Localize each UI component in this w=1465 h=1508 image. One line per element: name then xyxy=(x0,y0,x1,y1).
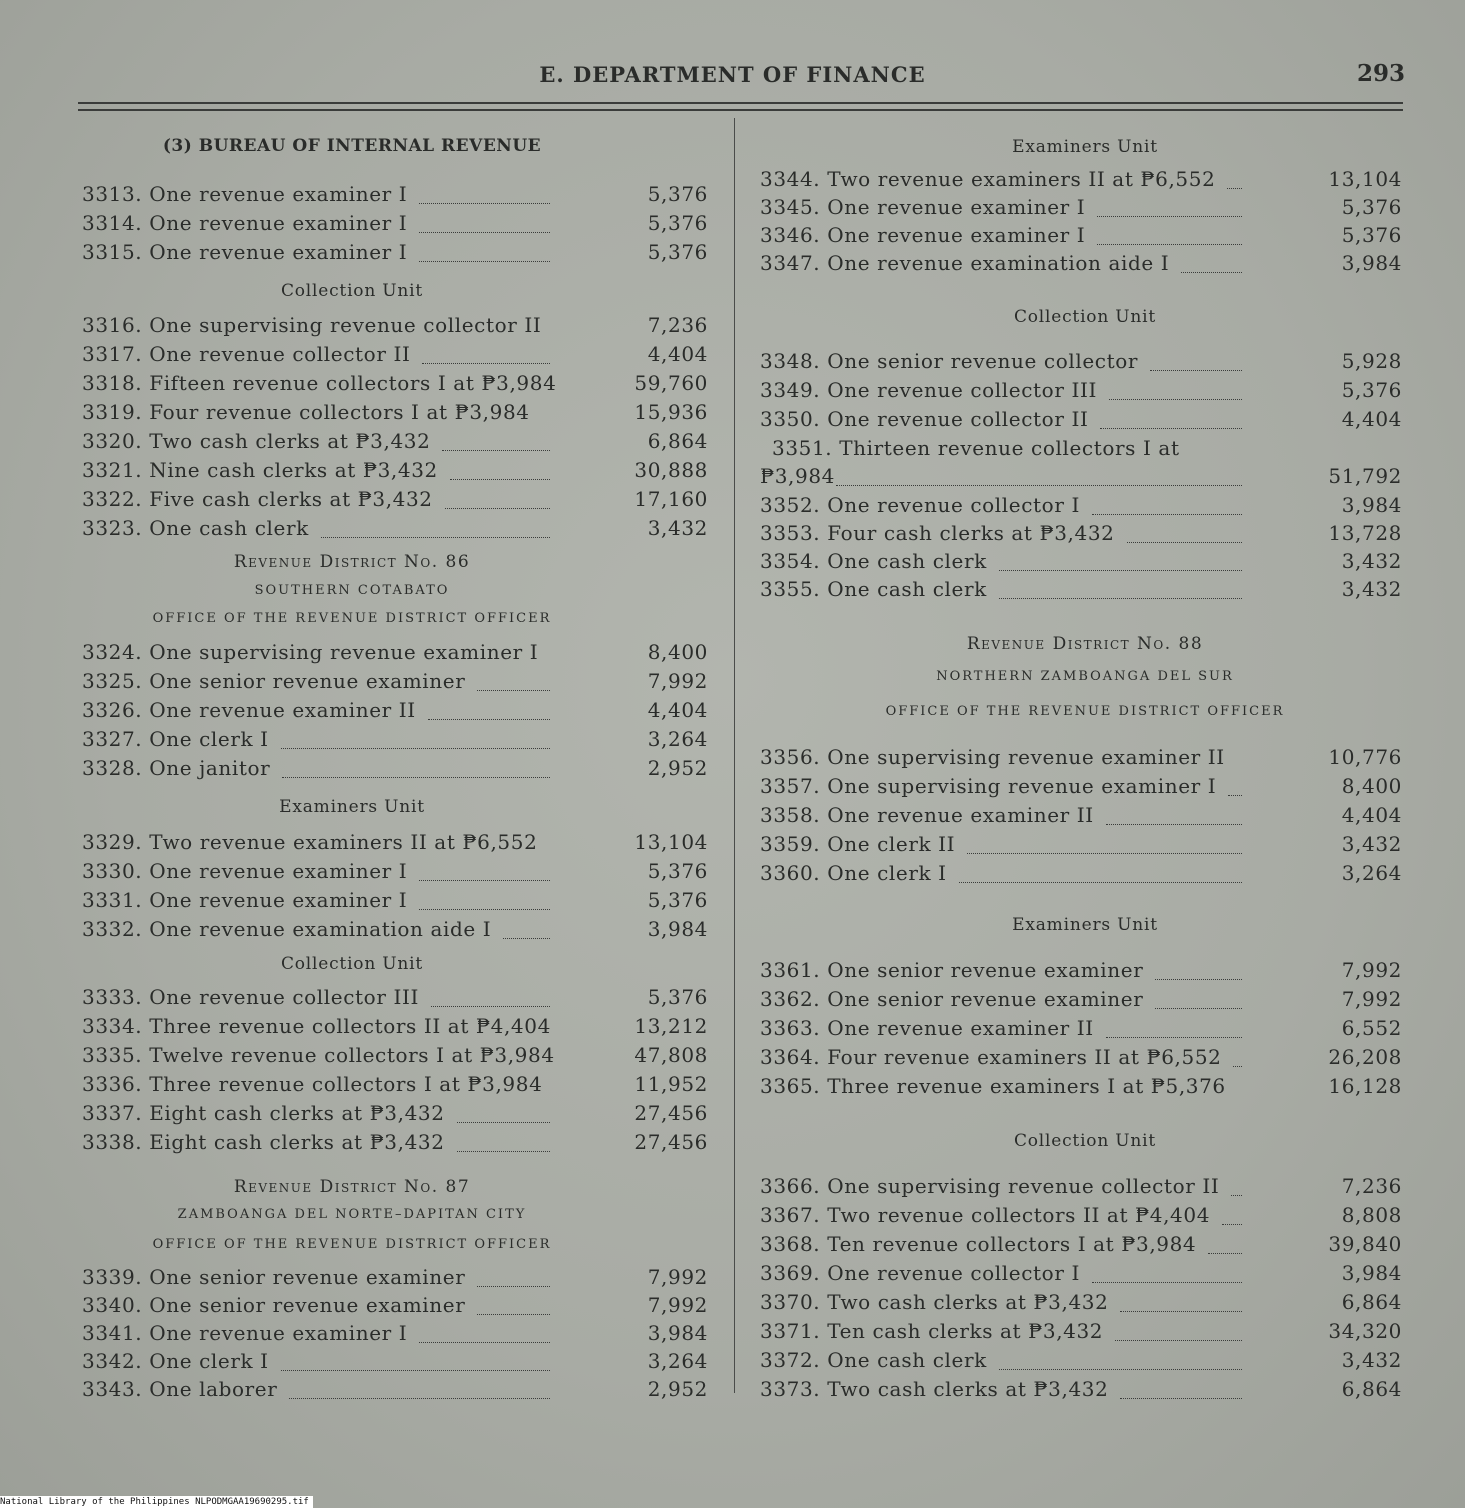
leader-dots xyxy=(445,508,550,509)
leader-dots xyxy=(999,570,1242,571)
item-description: 3359. One clerk II xyxy=(760,832,956,856)
item-amount: 5,376 xyxy=(647,240,708,264)
list-item xyxy=(760,378,1410,406)
list-item xyxy=(82,1130,712,1158)
list-item xyxy=(82,429,712,457)
list-item xyxy=(82,458,712,486)
item-description: 3331. One revenue examiner I xyxy=(82,888,408,912)
leader-dots xyxy=(1150,370,1242,371)
item-amount: 27,456 xyxy=(634,1130,708,1154)
item-description: 3342. One clerk I xyxy=(82,1349,269,1373)
leader-dots xyxy=(1231,1195,1242,1196)
item-description: 3360. One clerk I xyxy=(760,861,947,885)
item-amount: 59,760 xyxy=(634,371,708,395)
item-description: 3323. One cash clerk xyxy=(82,516,309,540)
leader-dots xyxy=(1092,514,1242,515)
district-heading: Revenue District No. 86 xyxy=(233,552,471,572)
unit-heading: Examiners Unit xyxy=(279,797,425,817)
list-item xyxy=(82,727,712,755)
item-description: 3338. Eight cash clerks at ₱3,432 xyxy=(82,1130,445,1154)
district-heading: Revenue District No. 87 xyxy=(233,1177,471,1197)
item-amount: 27,456 xyxy=(634,1101,708,1125)
item-description: 3314. One revenue examiner I xyxy=(82,211,408,235)
list-item xyxy=(82,698,712,726)
list-item xyxy=(82,371,712,399)
item-description: 3321. Nine cash clerks at ₱3,432 xyxy=(82,458,438,482)
item-amount: 7,992 xyxy=(1341,987,1402,1011)
district-heading: Revenue District No. 88 xyxy=(966,634,1204,654)
leader-dots xyxy=(477,690,550,691)
leader-dots xyxy=(289,1398,550,1399)
item-description: 3367. Two revenue collectors II at ₱4,404 xyxy=(760,1203,1211,1227)
leader-dots xyxy=(431,1006,550,1007)
list-item xyxy=(760,407,1410,435)
item-amount: 16,128 xyxy=(1328,1074,1402,1098)
item-amount: 5,376 xyxy=(1341,378,1402,402)
list-item xyxy=(760,1016,1410,1044)
item-amount: 4,404 xyxy=(1341,407,1402,431)
item-description: 3317. One revenue collector II xyxy=(82,342,411,366)
unit-heading: Examiners Unit xyxy=(1012,137,1158,157)
item-description: 3350. One revenue collector II xyxy=(760,407,1089,431)
district-area: ZAMBOANGA DEL NORTE–DAPITAN CITY xyxy=(177,1207,527,1222)
item-description: 3334. Three revenue collectors II at ₱4,404 xyxy=(82,1014,551,1038)
item-amount: 3,432 xyxy=(1341,832,1402,856)
item-description: 3358. One revenue examiner II xyxy=(760,803,1094,827)
leader-dots xyxy=(321,537,550,538)
list-item xyxy=(82,830,712,858)
unit-heading: Collection Unit xyxy=(1013,307,1157,327)
item-description-continued: ₱3,984 xyxy=(760,464,835,488)
leader-dots xyxy=(1181,272,1242,273)
district-office: OFFICE OF THE REVENUE DISTRICT OFFICER xyxy=(152,611,552,626)
item-amount: 7,236 xyxy=(1341,1174,1402,1198)
item-description: 3347. One revenue examination aide I xyxy=(760,251,1170,275)
leader-dots xyxy=(457,1151,550,1152)
item-description: 3319. Four revenue collectors I at ₱3,984 xyxy=(82,400,530,424)
item-description: 3337. Eight cash clerks at ₱3,432 xyxy=(82,1101,445,1125)
item-amount: 26,208 xyxy=(1328,1045,1402,1069)
list-item xyxy=(82,487,712,515)
item-description: 3346. One revenue examiner I xyxy=(760,223,1086,247)
item-amount: 3,432 xyxy=(1341,1348,1402,1372)
item-description: 3365. Three revenue examiners I at ₱5,376 xyxy=(760,1074,1226,1098)
list-item xyxy=(82,1014,712,1042)
item-amount: 2,952 xyxy=(647,1377,708,1401)
item-description: 3362. One senior revenue examiner xyxy=(760,987,1144,1011)
item-description: 3325. One senior revenue examiner xyxy=(82,669,466,693)
item-amount: 8,400 xyxy=(1341,774,1402,798)
item-description: 3354. One cash clerk xyxy=(760,549,987,573)
list-item xyxy=(82,756,712,784)
list-item xyxy=(82,985,712,1013)
item-description: 3348. One senior revenue collector xyxy=(760,349,1139,373)
list-item xyxy=(760,774,1410,802)
list-item xyxy=(82,669,712,697)
item-description: 3320. Two cash clerks at ₱3,432 xyxy=(82,429,431,453)
item-amount: 3,432 xyxy=(647,516,708,540)
list-item xyxy=(82,313,712,341)
list-item xyxy=(82,182,712,210)
list-item xyxy=(760,436,1410,464)
list-item xyxy=(82,240,712,268)
item-description: 3344. Two revenue examiners II at ₱6,552 xyxy=(760,167,1216,191)
item-description: 3361. One senior revenue examiner xyxy=(760,958,1144,982)
list-item xyxy=(82,640,712,668)
unit-heading: Collection Unit xyxy=(280,281,424,301)
list-item xyxy=(760,1290,1410,1318)
item-amount: 7,236 xyxy=(647,313,708,337)
item-amount: 13,104 xyxy=(634,830,708,854)
list-item xyxy=(82,1043,712,1071)
item-description: 3327. One clerk I xyxy=(82,727,269,751)
item-amount: 6,552 xyxy=(1341,1016,1402,1040)
item-description: 3369. One revenue collector I xyxy=(760,1261,1080,1285)
item-description: 3371. Ten cash clerks at ₱3,432 xyxy=(760,1319,1104,1343)
list-item xyxy=(82,342,712,370)
item-amount: 3,984 xyxy=(1341,493,1402,517)
leader-dots xyxy=(419,261,550,262)
list-item xyxy=(760,1232,1410,1260)
leader-dots xyxy=(281,748,550,749)
leader-dots xyxy=(1228,795,1242,796)
item-amount: 34,320 xyxy=(1328,1319,1402,1343)
list-item xyxy=(760,803,1410,831)
item-description: 3315. One revenue examiner I xyxy=(82,240,408,264)
list-item xyxy=(82,1265,712,1293)
list-item xyxy=(82,859,712,887)
list-item xyxy=(82,211,712,239)
leader-dots xyxy=(1208,1253,1242,1254)
item-amount: 5,376 xyxy=(647,985,708,1009)
item-description: 3345. One revenue examiner I xyxy=(760,195,1086,219)
item-description: 3357. One supervising revenue examiner I xyxy=(760,774,1217,798)
leader-dots xyxy=(959,882,1242,883)
leader-dots xyxy=(1155,979,1242,980)
item-amount: 5,928 xyxy=(1341,349,1402,373)
item-description: 3372. One cash clerk xyxy=(760,1348,987,1372)
list-item xyxy=(760,1348,1410,1376)
leader-dots xyxy=(442,450,550,451)
unit-heading: Collection Unit xyxy=(1013,1131,1157,1151)
item-description: 3352. One revenue collector I xyxy=(760,493,1080,517)
list-item xyxy=(760,832,1410,860)
list-item xyxy=(760,223,1410,251)
item-description: 3355. One cash clerk xyxy=(760,577,987,601)
leader-dots xyxy=(1097,216,1242,217)
item-description: 3364. Four revenue examiners II at ₱6,552 xyxy=(760,1045,1222,1069)
district-office: OFFICE OF THE REVENUE DISTRICT OFFICER xyxy=(152,1237,552,1252)
header-rule xyxy=(78,102,1403,104)
item-amount: 8,400 xyxy=(647,640,708,664)
district-area: NORTHERN ZAMBOANGA DEL SUR xyxy=(936,669,1234,684)
leader-dots xyxy=(1120,1398,1242,1399)
leader-dots xyxy=(1097,244,1242,245)
scan-footer: National Library of the Philippines NLPODMGAA19690295.tif xyxy=(0,1496,313,1508)
page-number: 293 xyxy=(1356,60,1405,87)
item-amount: 5,376 xyxy=(1341,195,1402,219)
item-amount: 7,992 xyxy=(1341,958,1402,982)
leader-dots xyxy=(1120,1311,1242,1312)
item-amount: 5,376 xyxy=(647,888,708,912)
item-description: 3313. One revenue examiner I xyxy=(82,182,408,206)
item-amount: 17,160 xyxy=(634,487,708,511)
item-description: 3351. Thirteen revenue collectors I at xyxy=(772,436,1180,460)
item-amount: 3,984 xyxy=(1341,1261,1402,1285)
item-amount: 3,432 xyxy=(1341,577,1402,601)
item-description: 3330. One revenue examiner I xyxy=(82,859,408,883)
item-amount: 11,952 xyxy=(634,1072,708,1096)
list-item xyxy=(760,167,1410,195)
item-description: 3336. Three revenue collectors I at ₱3,984 xyxy=(82,1072,543,1096)
item-amount: 6,864 xyxy=(1341,1290,1402,1314)
leader-dots xyxy=(1106,1037,1242,1038)
leader-dots xyxy=(422,363,550,364)
leader-dots xyxy=(999,598,1242,599)
item-amount: 8,808 xyxy=(1341,1203,1402,1227)
leader-dots xyxy=(477,1314,550,1315)
list-item xyxy=(82,1072,712,1100)
item-amount: 4,404 xyxy=(647,342,708,366)
item-description: 3343. One laborer xyxy=(82,1377,278,1401)
page-title: E. DEPARTMENT OF FINANCE xyxy=(539,62,926,87)
leader-dots xyxy=(419,232,550,233)
list-item xyxy=(82,1349,712,1377)
leader-dots xyxy=(1115,1340,1242,1341)
item-description: 3368. Ten revenue collectors I at ₱3,984 xyxy=(760,1232,1197,1256)
item-amount: 3,984 xyxy=(647,917,708,941)
list-item xyxy=(760,861,1410,889)
item-amount: 47,808 xyxy=(634,1043,708,1067)
item-description: 3316. One supervising revenue collector II xyxy=(82,313,542,337)
list-item xyxy=(82,1321,712,1349)
list-item xyxy=(82,917,712,945)
item-description: 3340. One senior revenue examiner xyxy=(82,1293,466,1317)
leader-dots xyxy=(836,485,1242,486)
item-amount: 30,888 xyxy=(634,458,708,482)
district-area: SOUTHERN COTABATO xyxy=(254,583,450,598)
item-amount: 10,776 xyxy=(1328,745,1402,769)
item-amount: 13,212 xyxy=(634,1014,708,1038)
column-divider xyxy=(734,118,735,1393)
item-amount: 5,376 xyxy=(1341,223,1402,247)
item-amount: 3,432 xyxy=(1341,549,1402,573)
item-amount: 2,952 xyxy=(647,756,708,780)
list-item xyxy=(82,1377,712,1405)
list-item xyxy=(760,1377,1410,1405)
item-description: 3335. Twelve revenue collectors I at ₱3,984 xyxy=(82,1043,555,1067)
list-item xyxy=(760,1203,1410,1231)
leader-dots xyxy=(1222,1224,1242,1225)
item-description: 3322. Five cash clerks at ₱3,432 xyxy=(82,487,433,511)
list-item xyxy=(760,987,1410,1015)
leader-dots xyxy=(967,853,1242,854)
leader-dots xyxy=(281,1370,550,1371)
item-description: 3329. Two revenue examiners II at ₱6,552 xyxy=(82,830,538,854)
leader-dots xyxy=(1100,428,1242,429)
item-description: 3356. One supervising revenue examiner II xyxy=(760,745,1225,769)
item-amount: 6,864 xyxy=(647,429,708,453)
item-amount: 13,104 xyxy=(1328,167,1402,191)
list-item xyxy=(760,549,1410,577)
district-office: OFFICE OF THE REVENUE DISTRICT OFFICER xyxy=(885,704,1285,719)
list-item xyxy=(760,195,1410,223)
section-heading: (3) BUREAU OF INTERNAL REVENUE xyxy=(162,136,542,156)
list-item xyxy=(760,1074,1410,1102)
item-amount: 3,984 xyxy=(647,1321,708,1345)
item-amount: 3,264 xyxy=(647,727,708,751)
leader-dots xyxy=(419,203,550,204)
leader-dots xyxy=(1106,824,1242,825)
list-item xyxy=(82,1293,712,1321)
leader-dots xyxy=(419,880,550,881)
leader-dots xyxy=(1109,399,1242,400)
item-description: 3318. Fifteen revenue collectors I at ₱3,984 xyxy=(82,371,557,395)
leader-dots xyxy=(419,909,550,910)
item-amount: 5,376 xyxy=(647,211,708,235)
item-amount: 4,404 xyxy=(1341,803,1402,827)
item-description: 3333. One revenue collector III xyxy=(82,985,419,1009)
leader-dots xyxy=(457,1122,550,1123)
leader-dots xyxy=(1233,1066,1242,1067)
item-description: 3341. One revenue examiner I xyxy=(82,1321,408,1345)
item-description: 3353. Four cash clerks at ₱3,432 xyxy=(760,521,1115,545)
leader-dots xyxy=(450,479,550,480)
item-description: 3373. Two cash clerks at ₱3,432 xyxy=(760,1377,1109,1401)
unit-heading: Collection Unit xyxy=(280,954,424,974)
item-amount: 6,864 xyxy=(1341,1377,1402,1401)
leader-dots xyxy=(1092,1282,1242,1283)
leader-dots xyxy=(419,1342,550,1343)
item-amount: 3,984 xyxy=(1341,251,1402,275)
leader-dots xyxy=(282,777,550,778)
item-amount: 7,992 xyxy=(647,1293,708,1317)
item-description: 3324. One supervising revenue examiner I xyxy=(82,640,539,664)
leader-dots xyxy=(1127,542,1242,543)
list-item xyxy=(760,1319,1410,1347)
item-description: 3363. One revenue examiner II xyxy=(760,1016,1094,1040)
list-item xyxy=(82,400,712,428)
item-description: 3328. One janitor xyxy=(82,756,271,780)
item-amount: 7,992 xyxy=(647,669,708,693)
list-item xyxy=(760,349,1410,377)
item-description: 3326. One revenue examiner II xyxy=(82,698,416,722)
list-item xyxy=(760,958,1410,986)
list-item xyxy=(760,521,1410,549)
unit-heading: Examiners Unit xyxy=(1012,915,1158,935)
item-amount: 7,992 xyxy=(647,1265,708,1289)
list-item xyxy=(82,888,712,916)
item-description: 3366. One supervising revenue collector II xyxy=(760,1174,1220,1198)
list-item xyxy=(82,516,712,544)
list-item xyxy=(760,1174,1410,1202)
list-item xyxy=(760,493,1410,521)
list-item xyxy=(760,251,1410,279)
item-amount: 3,264 xyxy=(647,1349,708,1373)
item-amount: 15,936 xyxy=(634,400,708,424)
leader-dots xyxy=(999,1369,1242,1370)
list-item xyxy=(760,745,1410,773)
item-description: 3370. Two cash clerks at ₱3,432 xyxy=(760,1290,1109,1314)
item-amount: 13,728 xyxy=(1328,521,1402,545)
list-item xyxy=(82,1101,712,1129)
leader-dots xyxy=(477,1286,550,1287)
item-amount: 4,404 xyxy=(647,698,708,722)
list-item xyxy=(760,577,1410,605)
leader-dots xyxy=(1155,1008,1242,1009)
item-amount: 39,840 xyxy=(1328,1232,1402,1256)
list-item xyxy=(760,1045,1410,1073)
item-amount: 3,264 xyxy=(1341,861,1402,885)
header-rule xyxy=(78,109,1403,111)
list-item xyxy=(760,464,1410,492)
list-item xyxy=(760,1261,1410,1289)
leader-dots xyxy=(1227,188,1242,189)
item-description: 3349. One revenue collector III xyxy=(760,378,1097,402)
item-description: 3332. One revenue examination aide I xyxy=(82,917,492,941)
item-amount: 5,376 xyxy=(647,859,708,883)
item-amount: 51,792 xyxy=(1328,464,1402,488)
leader-dots xyxy=(503,938,550,939)
leader-dots xyxy=(428,719,550,720)
item-description: 3339. One senior revenue examiner xyxy=(82,1265,466,1289)
item-amount: 5,376 xyxy=(647,182,708,206)
